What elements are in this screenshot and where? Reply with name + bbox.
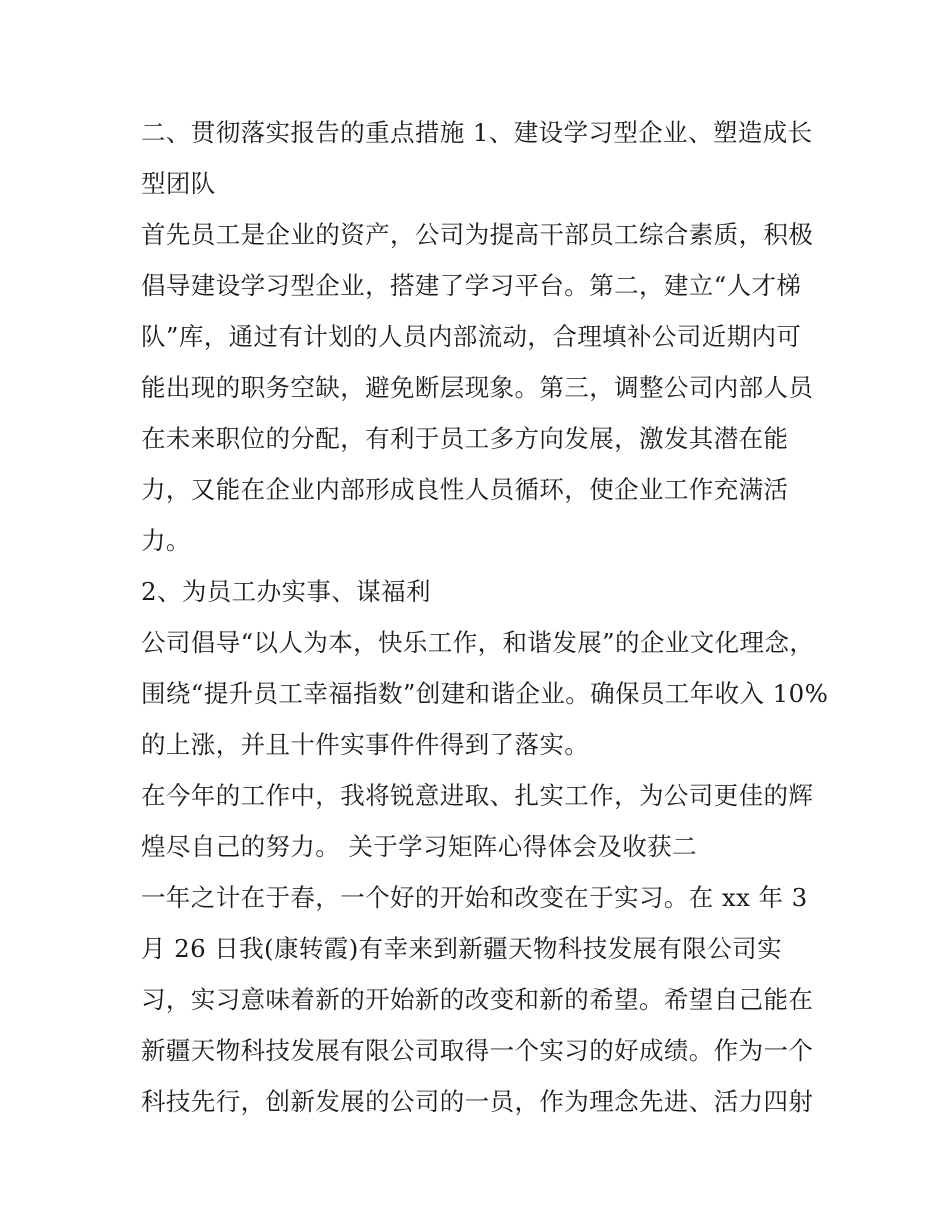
text-line: 的上涨，并且十件实事件件得到了落实。 [141,730,590,759]
text-line: 新疆天物科技发展有限公司取得一个实习的好成绩。作为一个 [141,1036,814,1065]
text-line: 习，实习意味着新的开始新的改变和新的希望。希望自己能在 [141,985,814,1014]
text-line: 力，又能在企业内部形成良性人员循环，使企业工作充满活 [141,475,789,504]
text-line: 煌尽自己的努力。 关于学习矩阵心得体会及收获二 [141,832,697,861]
text-line: 2、为员工办实事、谋福利 [141,577,431,606]
document-body [141,107,829,1127]
text-line: 月 26 日我(康转霞)有幸来到新疆天物科技发展有限公司实 [141,934,782,963]
text-line: 队”库，通过有计划的人员内部流动，合理填补公司近期内可 [141,322,802,351]
text-line: 科技先行，创新发展的公司的一员，作为理念先进、活力四射 [141,1087,814,1116]
text-line: 一年之计在于春，一个好的开始和改变在于实习。在 xx 年 3 [141,883,808,912]
text-line: 能出现的职务空缺，避免断层现象。第三，调整公司内部人员 [141,373,814,402]
text-line: 在未来职位的分配，有利于员工多方向发展，激发其潜在能 [141,424,789,453]
text-line: 在今年的工作中，我将锐意进取、扎实工作，为公司更佳的辉 [141,781,814,810]
text-line: 型团队 [141,169,216,198]
text-line: 力。 [141,526,191,555]
text-line: 公司倡导“以人为本，快乐工作，和谐发展”的企业文化理念， [141,628,815,657]
text-line: 围绕“提升员工幸福指数”创建和谐企业。确保员工年收入 10% [141,679,829,708]
text-line: 倡导建设学习型企业，搭建了学习平台。第二，建立“人才梯 [141,271,802,300]
text-line: 二、贯彻落实报告的重点措施 1、建设学习型企业、塑造成长 [141,118,813,147]
text-line: 首先员工是企业的资产，公司为提高干部员工综合素质，积极 [141,220,814,249]
